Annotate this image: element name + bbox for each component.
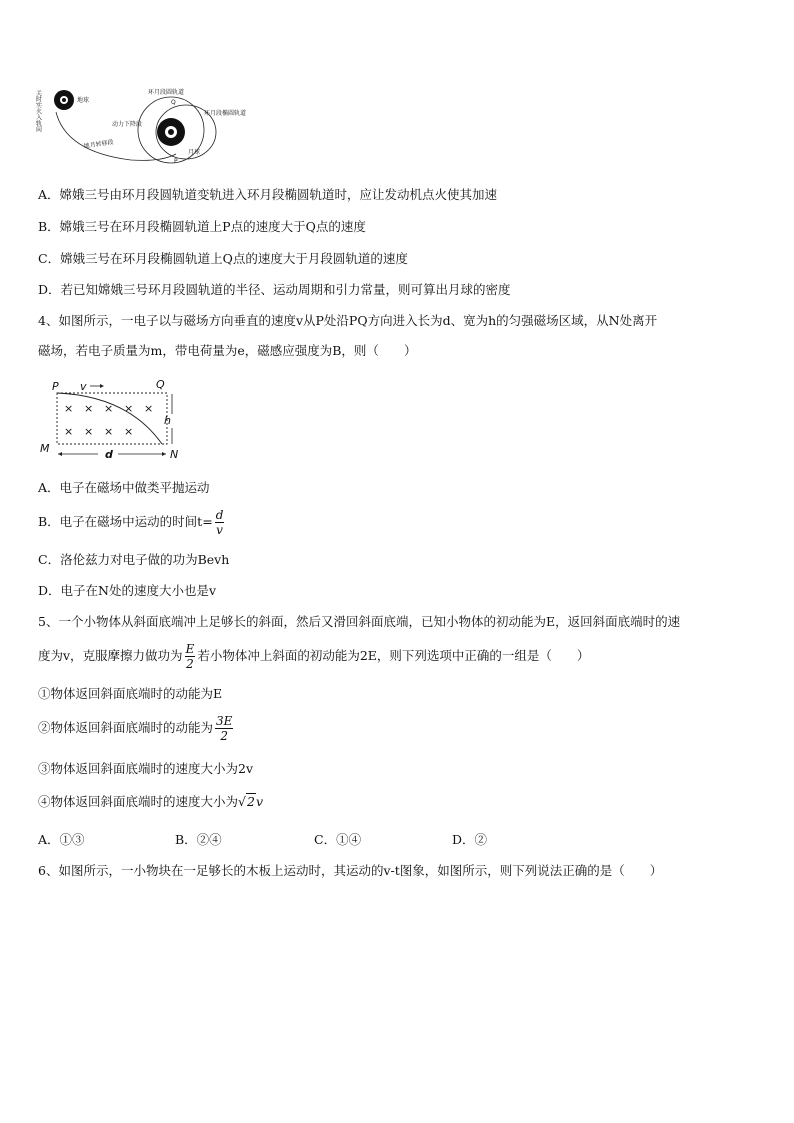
- field-cross-6: ×: [84, 425, 94, 438]
- svg-text:d: d: [105, 448, 113, 461]
- q5-option-b: B．②④: [175, 832, 222, 847]
- q5-statement-3: ③物体返回斜面底端时的速度大小为2v: [38, 761, 254, 776]
- descent-label: 动力下降段: [112, 121, 143, 128]
- svg-text:Q: Q: [156, 378, 165, 391]
- moon-label: 月球: [188, 149, 201, 156]
- q5-stem-line1: 5、一个小物体从斜面底端冲上足够长的斜面，然后又滑回斜面底端，已知小物体的初动能为E，返回斜面底端时的速: [38, 614, 681, 629]
- q4-option-b: B．电子在磁场中运动的时间t= $\frac{d}{v}$: [38, 508, 224, 537]
- q5-option-c: C．①④: [314, 832, 362, 847]
- point-p-label: P: [174, 158, 178, 165]
- svg-text:N: N: [170, 448, 179, 461]
- q5-option-d: D．②: [452, 832, 488, 847]
- point-q-label: Q: [171, 99, 176, 106]
- svg-text:M: M: [40, 442, 50, 455]
- field-cross-7: ×: [104, 425, 114, 438]
- svg-text:h: h: [164, 414, 171, 427]
- circular-orbit-label: 环月段圆轨道: [148, 89, 185, 96]
- field-cross-8: ×: [124, 425, 134, 438]
- field-cross-3: ×: [124, 402, 134, 415]
- q4-option-a: A．电子在磁场中做类平抛运动: [38, 480, 210, 495]
- q4-option-d: D．电子在N处的速度大小也是v: [38, 583, 217, 598]
- svg-text:P: P: [52, 380, 59, 393]
- elliptical-orbit-label: 环月段椭圆轨道: [204, 110, 247, 117]
- svg-text:v: v: [80, 380, 87, 393]
- orbit-left-text: 关时实火入轨间: [34, 90, 42, 132]
- q5-option-a: A．①③: [38, 832, 85, 847]
- q4-stem-line1: 4、如图所示，一电子以与磁场方向垂直的速度v从P处沿PQ方向进入长为d、宽为h的匀强磁场区域，从N处离开: [38, 313, 658, 328]
- q5-statement-2: ②物体返回斜面底端时的动能为 $\frac{3E}{2}$: [38, 714, 233, 743]
- field-cross-5: ×: [64, 425, 74, 438]
- q5-stem-line2: 度为v，克服摩擦力做功为 $\frac{E}{2}$ 若小物体冲上斜面的初动能为2E，则下列选项中正确的一组是（ ）: [38, 642, 590, 671]
- field-cross-4: ×: [144, 402, 154, 415]
- q3-option-a: A．嫦娥三号由环月段圆轨道变轨进入环月段椭圆轨道时，应让发动机点火使其加速: [38, 187, 498, 202]
- q3-option-d: D．若已知嫦娥三号环月段圆轨道的半径、运动周期和引力常量，则可算出月球的密度: [38, 282, 511, 297]
- transfer-label: 地月转移段: [83, 138, 115, 150]
- q6-stem-line1: 6、如图所示，一小物块在一足够长的木板上运动时，其运动的v-t图象，如图所示，则下列说法正确的是（ ）: [38, 863, 663, 878]
- q3-option-b: B．嫦娥三号在环月段椭圆轨道上P点的速度大于Q点的速度: [38, 219, 366, 234]
- q3-option-c: C．嫦娥三号在环月段椭圆轨道上Q点的速度大于月段圆轨道的速度: [38, 251, 408, 266]
- q5-statement-1: ①物体返回斜面底端时的动能为E: [38, 686, 223, 701]
- field-cross-0: ×: [64, 402, 74, 415]
- magnetic-field-figure: [38, 374, 188, 464]
- field-cross-1: ×: [84, 402, 94, 415]
- q4-option-c: C．洛伦兹力对电子做的功为Bevh: [38, 552, 230, 567]
- field-cross-2: ×: [104, 402, 114, 415]
- q5-statement-4: ④物体返回斜面底端时的速度大小为√2v: [38, 794, 263, 809]
- orbit-figure: [36, 82, 268, 172]
- earth-label: 地球: [77, 97, 90, 104]
- q4-stem-line2: 磁场，若电子质量为m，带电荷量为e，磁感应强度为B，则（ ）: [38, 343, 417, 358]
